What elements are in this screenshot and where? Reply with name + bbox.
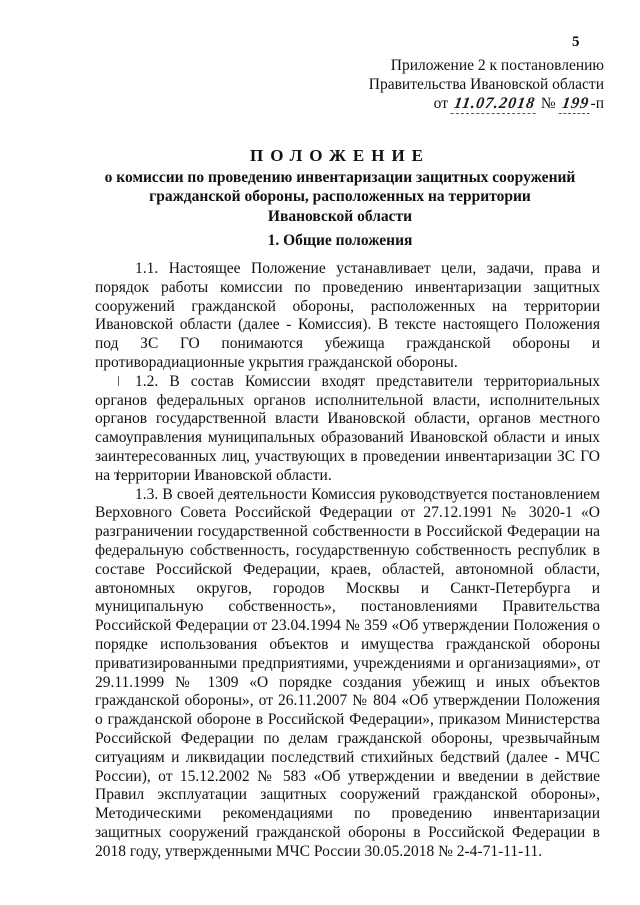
paragraph-1-1: 1.1. Настоящее Положение устанавливает цели, задачи, права и порядок работы комиссии по проведению инвентаризации защитных сооружений гражданской обороны, расположенных на территории Ивановской области (далее - Комиссия). В тексте настоящего Положения под ЗС ГО понимаются убежища гражданской обороны и противорадиационные укрытия гражданской обороны.: [95, 260, 600, 371]
date-prefix: от: [433, 95, 448, 112]
section-heading: 1. Общие положения: [267, 232, 413, 249]
appendix-header: [369, 56, 604, 114]
appendix-line-2: Правительства Ивановской области: [368, 76, 604, 93]
handwritten-date: 11.07.2018: [450, 94, 538, 114]
document-title: ПОЛОЖЕНИЕ: [250, 146, 430, 165]
number-suffix: -п: [590, 95, 604, 112]
paragraph-1-2: 1.2. В состав Комиссии входят представители территориальных органов федеральных органов исполнительной власти, исполнительных органов государственной власти Ивановской области, органов местного самоуправления муниципальных образований Ивановской области и иных заинтересованных лиц, участвующих в проведении инвентаризации ЗС ГО на территории Ивановской области.: [95, 372, 600, 484]
appendix-date-line: [369, 94, 604, 114]
document-title-block: [80, 146, 600, 226]
document-subtitle-line-3: Ивановской области: [267, 207, 413, 225]
number-prefix: №: [540, 95, 556, 112]
document-subtitle-line-2: гражданской обороны, расположенных на территории: [149, 188, 531, 205]
handwritten-number: 199: [558, 94, 592, 114]
appendix-line-1: Приложение 2 к постановлению: [390, 57, 604, 74]
paragraph-1-3: 1.3. В своей деятельности Комиссия руководствуется постановлением Верховного Совета Российской Федерации от 27.12.1991 № 3020-1 «О разграничении государственной собственности в Российской Федерации на федеральную собственность, государственную собственность республик в составе Российской Федерации, краев, областей, автономной области, автономных округов, городов Москвы и Санкт-Петербурга и муниципальную собственность», постановлениями Правительства Российской Федерации от 23.04.1994 № 359 «Об утверждении Положения о порядке использования объектов и имущества гражданской обороны приватизированными предприятиями, учреждениями и организациями», от 29.11.1999 № 1309 «О порядке создания убежищ и иных объектов гражданской обороны», от 26.11.2007 № 804 «Об утверждении Положения о гражданской обороне в Российской Федерации», приказом Министерства Российской Федерации по делам гражданской обороны, чрезвычайным ситуациям и ликвидации последствий стихийных бедствий (далее - МЧС России), от 15.12.2002 № 583 «Об утверждении и введении в действие Правил эксплуатации защитных сооружений гражданской обороны», Методическими рекомендациями по проведению инвентаризации защитных сооружений гражданской обороны в Российской Федерации в 2018 году, утвержденными МЧС России 30.05.2018 № 2-4-71-11-11.: [95, 485, 600, 860]
section-body: [95, 260, 600, 862]
page-number: 5: [572, 34, 580, 50]
document-subtitle-line-1: о комиссии по проведению инвентаризации защитных сооружений: [104, 168, 576, 186]
